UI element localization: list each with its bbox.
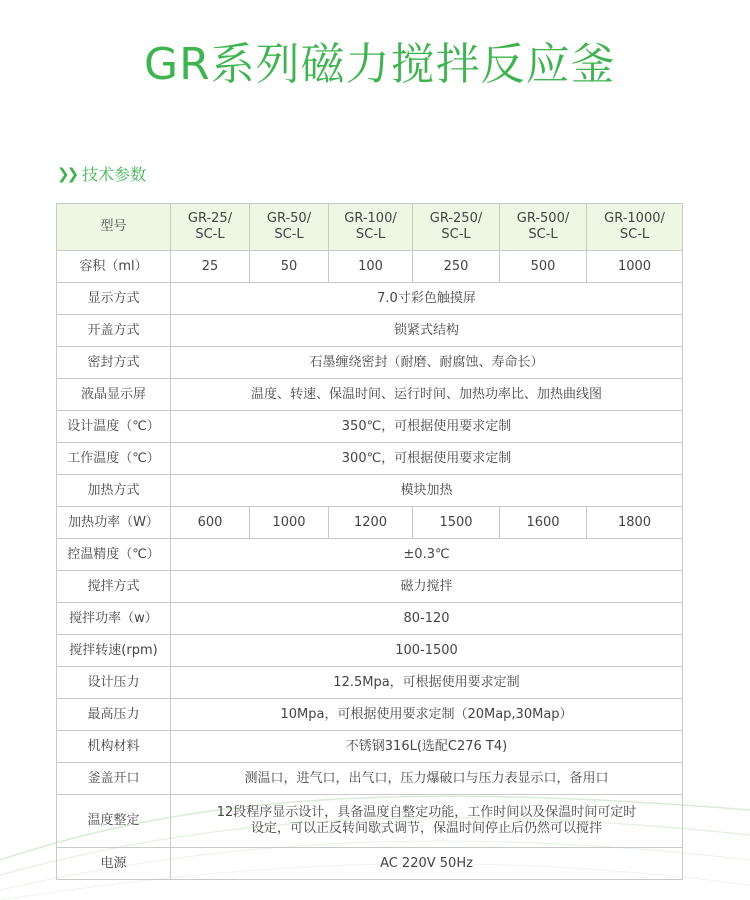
value-cell: 1500 — [413, 507, 500, 539]
value-cell: 测温口，进气口，出气口，压力爆破口与压力表显示口，备用口 — [171, 763, 683, 795]
value-line: 12段程序显示设计，具备温度自整定功能，工作时间以及保温时间可定时 — [216, 805, 637, 820]
value-cell: 10Mpa，可根据使用要求定制（20Map,30Map） — [171, 699, 683, 731]
value-cell: 石墨缠绕密封（耐磨、耐腐蚀、寿命长） — [171, 347, 683, 379]
param-label: 温度整定 — [57, 795, 171, 848]
model-header: GR-50/ SC-L — [250, 204, 329, 251]
value-cell: 50 — [250, 251, 329, 283]
table-row — [57, 379, 683, 411]
table-row — [57, 475, 683, 507]
table-row — [57, 848, 683, 880]
value-cell: 100 — [329, 251, 413, 283]
value-cell: 12.5Mpa，可根据使用要求定制 — [171, 667, 683, 699]
value-cell: 500 — [500, 251, 587, 283]
param-label: 机构材料 — [57, 731, 171, 763]
value-cell: 1200 — [329, 507, 413, 539]
page-title: GR系列磁力搅拌反应釜 — [144, 39, 616, 90]
model-header: GR-500/ SC-L — [500, 204, 587, 251]
table-row — [57, 571, 683, 603]
param-label: 最高压力 — [57, 699, 171, 731]
param-label: 显示方式 — [57, 283, 171, 315]
value-cell — [171, 795, 683, 848]
table-row — [57, 507, 683, 539]
table-row — [57, 443, 683, 475]
model-header: GR-25/ SC-L — [171, 204, 250, 251]
table-row — [57, 539, 683, 571]
value-cell: 1000 — [587, 251, 683, 283]
value-cell: 350℃，可根据使用要求定制 — [171, 411, 683, 443]
param-label: 控温精度（℃） — [57, 539, 171, 571]
value-cell: ±0.3℃ — [171, 539, 683, 571]
value-cell: 600 — [171, 507, 250, 539]
value-cell: 磁力搅拌 — [171, 571, 683, 603]
param-label: 加热功率（W） — [57, 507, 171, 539]
table-header-row — [57, 204, 683, 251]
table-row — [57, 411, 683, 443]
value-cell: 模块加热 — [171, 475, 683, 507]
param-label: 密封方式 — [57, 347, 171, 379]
model-header: GR-100/ SC-L — [329, 204, 413, 251]
value-cell: 100-1500 — [171, 635, 683, 667]
value-cell: 80-120 — [171, 603, 683, 635]
value-cell: 300℃，可根据使用要求定制 — [171, 443, 683, 475]
header-label: 型号 — [57, 204, 171, 251]
table-row — [57, 347, 683, 379]
value-cell: 1600 — [500, 507, 587, 539]
param-label: 容积（ml） — [57, 251, 171, 283]
param-label: 加热方式 — [57, 475, 171, 507]
value-line: 设定，可以正反转间歇式调节，保温时间停止后仍然可以搅拌 — [250, 821, 602, 836]
table-row — [57, 635, 683, 667]
param-label: 搅拌功率（w） — [57, 603, 171, 635]
value-cell: 不锈钢316L(选配C276 T4) — [171, 731, 683, 763]
value-cell: 250 — [413, 251, 500, 283]
table-row — [57, 603, 683, 635]
param-label: 设计温度（℃） — [57, 411, 171, 443]
param-label: 釜盖开口 — [57, 763, 171, 795]
value-cell: 温度、转速、保温时间、运行时间、加热功率比、加热曲线图 — [171, 379, 683, 411]
table-row — [57, 283, 683, 315]
value-cell: AC 220V 50Hz — [171, 848, 683, 880]
table-row — [57, 763, 683, 795]
value-cell: 1000 — [250, 507, 329, 539]
table-row — [57, 795, 683, 848]
param-label: 开盖方式 — [57, 315, 171, 347]
value-cell: 锁紧式结构 — [171, 315, 683, 347]
spec-table — [56, 203, 683, 880]
value-cell: 25 — [171, 251, 250, 283]
param-label: 电源 — [57, 848, 171, 880]
param-label: 设计压力 — [57, 667, 171, 699]
value-cell: 1800 — [587, 507, 683, 539]
section-label: 技术参数 — [82, 165, 147, 184]
table-row — [57, 731, 683, 763]
table-row — [57, 667, 683, 699]
param-label: 工作温度（℃） — [57, 443, 171, 475]
model-header: GR-250/ SC-L — [413, 204, 500, 251]
table-row — [57, 315, 683, 347]
table-row — [57, 699, 683, 731]
table-row — [57, 251, 683, 283]
value-cell: 7.0寸彩色触摸屏 — [171, 283, 683, 315]
section-heading — [57, 162, 146, 185]
param-label: 液晶显示屏 — [57, 379, 171, 411]
double-chevron-right-icon: ❯❯ — [57, 164, 77, 183]
model-header: GR-1000/ SC-L — [587, 204, 683, 251]
param-label: 搅拌转速(rpm) — [57, 635, 171, 667]
param-label: 搅拌方式 — [57, 571, 171, 603]
